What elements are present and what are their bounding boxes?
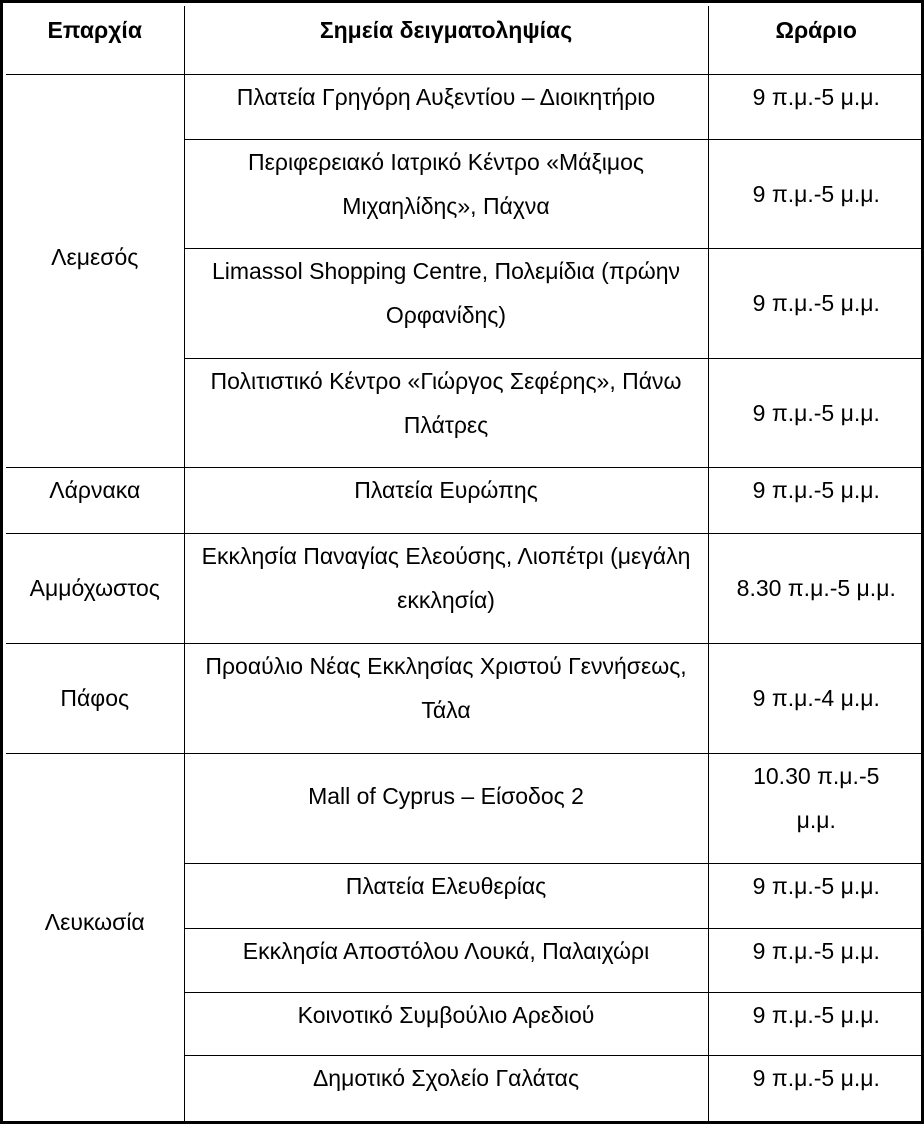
table-row bbox=[6, 467, 924, 533]
hours-cell: 8.30 π.μ.-5 μ.μ. bbox=[708, 533, 924, 643]
table-row bbox=[6, 74, 924, 139]
hours-cell bbox=[708, 753, 924, 863]
hours-cell: 9 π.μ.-5 μ.μ. bbox=[708, 863, 924, 928]
site-cell: Limassol Shopping Centre, Πολεμίδια (πρώην Ορφανίδης) bbox=[184, 248, 708, 358]
hours-cell: 9 π.μ.-5 μ.μ. bbox=[708, 139, 924, 248]
hours-cell: 9 π.μ.-5 μ.μ. bbox=[708, 74, 924, 139]
district-cell-nicosia: Λευκωσία bbox=[6, 753, 184, 1121]
site-cell: Περιφερειακό Ιατρικό Κέντρο «Μάξιμος Μιχαηλίδης», Πάχνα bbox=[184, 139, 708, 248]
district-cell-larnaca: Λάρνακα bbox=[6, 467, 184, 533]
hours-cell: 9 π.μ.-5 μ.μ. bbox=[708, 1055, 924, 1121]
table-row bbox=[6, 643, 924, 753]
site-cell: Εκκλησία Αποστόλου Λουκά, Παλαιχώρι bbox=[184, 928, 708, 992]
district-cell-famagusta: Αμμόχωστος bbox=[6, 533, 184, 643]
sampling-points-table bbox=[6, 6, 924, 1122]
site-cell: Πλατεία Ευρώπης bbox=[184, 467, 708, 533]
site-cell: Πολιτιστικό Κέντρο «Γιώργος Σεφέρης», Πάνω Πλάτρες bbox=[184, 358, 708, 467]
site-cell: Πλατεία Ελευθερίας bbox=[184, 863, 708, 928]
site-cell: Προαύλιο Νέας Εκκλησίας Χριστού Γεννήσεως, Τάλα bbox=[184, 643, 708, 753]
site-cell: Δημοτικό Σχολείο Γαλάτας bbox=[184, 1055, 708, 1121]
site-cell: Εκκλησία Παναγίας Ελεούσης, Λιοπέτρι (μεγάλη εκκλησία) bbox=[184, 533, 708, 643]
hours-cell: 9 π.μ.-5 μ.μ. bbox=[708, 992, 924, 1055]
site-cell: Mall of Cyprus – Είσοδος 2 bbox=[184, 753, 708, 863]
hours-text: 10.30 π.μ.-5 μ.μ. bbox=[753, 762, 880, 833]
hours-cell: 9 π.μ.-5 μ.μ. bbox=[708, 928, 924, 992]
hours-cell: 9 π.μ.-5 μ.μ. bbox=[708, 358, 924, 467]
district-cell-limassol: Λεμεσός bbox=[6, 74, 184, 467]
hours-cell: 9 π.μ.-4 μ.μ. bbox=[708, 643, 924, 753]
hours-cell: 9 π.μ.-5 μ.μ. bbox=[708, 467, 924, 533]
header-site: Σημεία δειγματοληψίας bbox=[184, 6, 708, 74]
header-district: Επαρχία bbox=[6, 6, 184, 74]
table-row bbox=[6, 533, 924, 643]
site-cell: Κοινοτικό Συμβούλιο Αρεδιού bbox=[184, 992, 708, 1055]
header-row bbox=[6, 6, 924, 74]
site-cell: Πλατεία Γρηγόρη Αυξεντίου – Διοικητήριο bbox=[184, 74, 708, 139]
district-cell-paphos: Πάφος bbox=[6, 643, 184, 753]
table-row bbox=[6, 753, 924, 863]
hours-cell: 9 π.μ.-5 μ.μ. bbox=[708, 248, 924, 358]
header-hours: Ωράριο bbox=[708, 6, 924, 74]
